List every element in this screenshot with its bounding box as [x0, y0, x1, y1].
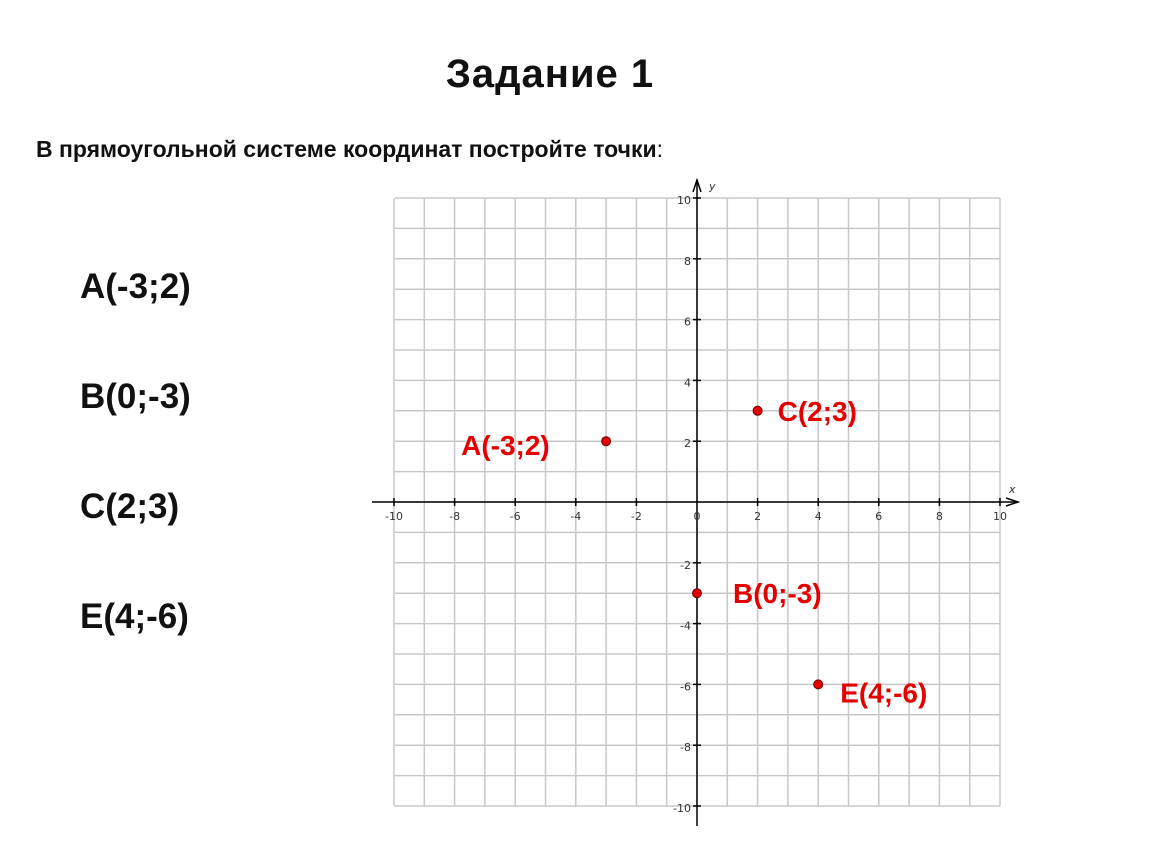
- plotted-points: [461, 396, 927, 709]
- y-tick-label: 2: [684, 437, 691, 451]
- instruction-text: В прямоугольной системе координат постройте точки: [36, 136, 657, 162]
- data-point: [814, 680, 823, 689]
- instruction-colon: :: [656, 136, 664, 162]
- x-tick-label: 0: [693, 510, 701, 523]
- data-point-label: C(2;3): [777, 395, 857, 427]
- data-point-label: E(4;-6): [840, 677, 928, 709]
- x-tick-label: 8: [935, 510, 943, 523]
- data-point-label: B(0;-3): [733, 578, 822, 610]
- x-tick-label: -2: [630, 510, 642, 523]
- x-tick-label: -8: [449, 510, 461, 523]
- y-axis-label: y: [709, 180, 716, 193]
- y-tick-label: 10: [677, 194, 691, 207]
- data-point: [753, 406, 762, 415]
- data-point: [693, 589, 702, 598]
- x-tick-label: -4: [570, 510, 582, 523]
- y-tick-label: -4: [680, 619, 691, 633]
- data-point: [602, 437, 611, 446]
- y-tick-label: -10: [673, 802, 691, 815]
- y-tick-label: -8: [680, 741, 691, 755]
- list-item-point-e: E(4;-6): [80, 597, 189, 636]
- x-tick-label: 4: [814, 510, 822, 523]
- data-point-label: A(-3;2): [461, 430, 550, 462]
- y-tick-label: 8: [684, 254, 691, 268]
- y-tick-label: 6: [684, 315, 691, 329]
- x-axis-label: x: [1009, 483, 1016, 496]
- x-tick-label: 2: [754, 510, 762, 523]
- list-item-point-b: B(0;-3): [80, 377, 191, 416]
- y-tick-label: -6: [680, 680, 691, 694]
- list-item-point-a: A(-3;2): [80, 267, 191, 306]
- x-tick-label: 6: [875, 510, 883, 523]
- tick-labels: [385, 194, 1007, 815]
- page-title: Задание 1: [445, 52, 655, 96]
- axes: [372, 180, 1018, 826]
- x-tick-label: -6: [509, 510, 521, 523]
- list-item-point-c: C(2;3): [80, 487, 180, 526]
- y-tick-label: -2: [680, 558, 691, 572]
- x-tick-label: -10: [385, 510, 403, 523]
- x-tick-label: 10: [993, 510, 1007, 523]
- y-tick-label: 4: [684, 376, 691, 390]
